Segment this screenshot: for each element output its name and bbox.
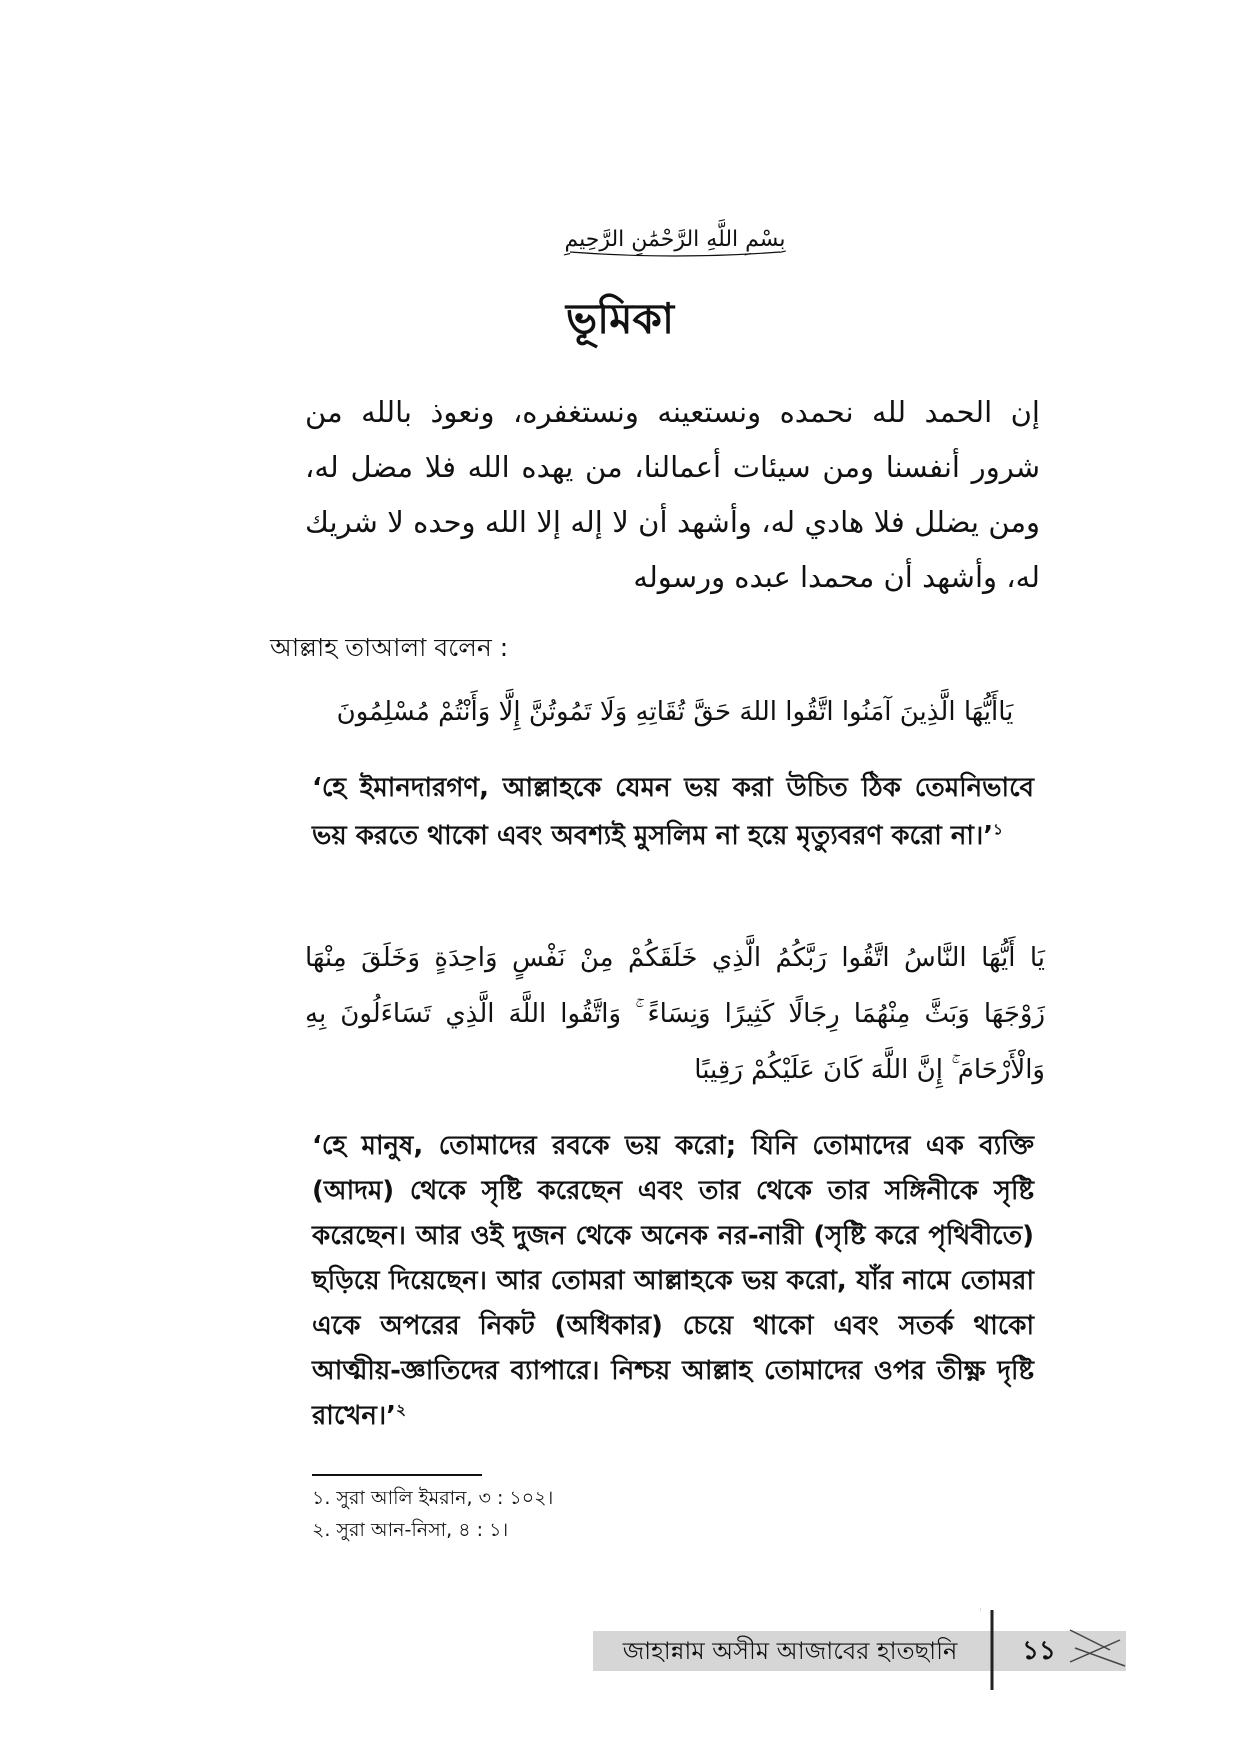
- bismillah-calligraphy: [560, 212, 790, 264]
- bismillah-flourish: [570, 252, 780, 256]
- translation-1: [312, 764, 1034, 860]
- allah-says-label: আল্লাহ তাআলা বলেন :: [270, 633, 509, 662]
- footnote-1: ১. সুরা আলি ইমরান, ৩ : ১০২।: [312, 1487, 554, 1509]
- translation-2-text: ‘হে মানুষ, তোমাদের রবকে ভয় করো; যিনি তোমাদের এক ব্যক্তি (আদম) থেকে সৃষ্টি করেছেন এবং তার থেকে তার সঙ্গিনীকে সৃষ্টি করেছেন। আর ওই দুজন থেকে অনেক নর-নারী (সৃষ্টি করে পৃথিবীতে) ছড়িয়ে দিয়েছেন। আর তোমরা আল্লাহকে ভয় করো, যাঁর নামে তোমরা একে অপরের নিকট (অধিকার) চেয়ে থাকো এবং সতর্ক থাকো আত্মীয়-জ্ঞাতিদের ব্যাপারে। নিশ্চয় আল্লাহ তোমাদের ওপর তীক্ষ্ণ দৃষ্টি রাখেন।’: [312, 1131, 1034, 1431]
- footnotes-list: [312, 1482, 553, 1546]
- running-footer-title: জাহান্নাম অসীম আজাবের হাতছানি: [622, 1637, 958, 1665]
- footnote-2: ২. সুরা আন-নিসা, ৪ : ১।: [312, 1519, 509, 1541]
- footnote-ref-1: ১: [993, 820, 1003, 839]
- quran-verse-2: يَا أَيُّهَا النَّاسُ اتَّقُوا رَبَّكُمُ الَّذِي خَلَقَكُمْ مِنْ نَفْسٍ وَاحِدَةٍ وَخَلَقَ مِنْهَا زَوْجَهَا وَبَثَّ مِنْهُمَا رِجَالًا كَثِيرًا وَنِسَاءً ۚ وَاتَّقُوا اللَّهَ الَّذِي تَسَاءَلُونَ بِهِ وَالْأَرْحَامَ ۚ إِنَّ اللَّهَ كَانَ عَلَيْكُمْ رَقِيبًا: [305, 943, 1045, 1085]
- quran-verse-1: يَاأَيُّهَا الَّذِينَ آمَنُوا اتَّقُوا اللهَ حَقَّ تُقَاتِهِ وَلَا تَمُوتُنَّ إِلَّا وَأَنْتُمْ مُسْلِمُونَ: [336, 697, 1014, 727]
- page-number: ১১: [1022, 1636, 1056, 1666]
- footnote-divider: [312, 1474, 482, 1476]
- translation-2: [312, 1124, 1034, 1439]
- bismillah-svg: [560, 212, 790, 264]
- footer-decoration: [980, 1600, 1130, 1700]
- bismillah-text: بِسْمِ اللَّهِ الرَّحْمَٰنِ الرَّحِيمِ: [564, 227, 786, 252]
- page-title: ভূমিকা: [565, 294, 675, 343]
- intro-arabic-paragraph: [305, 385, 1040, 605]
- intro-arabic-text: إن الحمد لله نحمده ونستعينه ونستغفره، ونعوذ بالله من شرور أنفسنا ومن سيئات أعمالنا، من يهده الله فلا مضل له، ومن يضلل فلا هادي له، وأشهد أن لا إله إلا الله وحده لا شريك له، وأشهد أن محمدا عبده ورسوله: [305, 395, 1040, 594]
- footnote-ref-2: ২: [396, 1400, 406, 1419]
- translation-1-text: ‘হে ইমানদারগণ, আল্লাহকে যেমন ভয় করা উচিত ঠিক তেমনিভাবে ভয় করতে থাকো এবং অবশ্যই মুসলিম না হয়ে মৃত্যুবরণ করো না।’: [312, 773, 1034, 851]
